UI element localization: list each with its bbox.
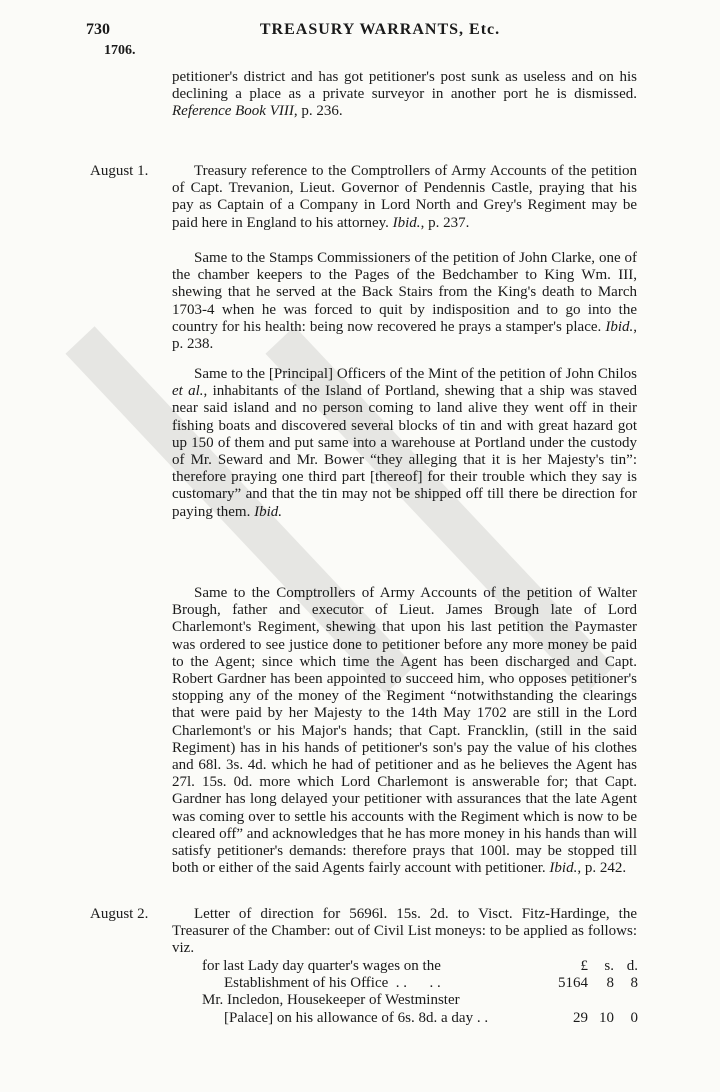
dot-leader: . . . . [388, 975, 441, 992]
account-item-line: for last Lady day quarter's wages on the [202, 958, 441, 974]
paragraph-reference: Ibid. [605, 318, 634, 335]
paragraph-italic: et al. [172, 383, 204, 400]
account-item-line-cont: Establishment of his Office . . . . [224, 975, 441, 992]
running-title: TREASURY WARRANTS, Etc. [259, 21, 501, 38]
margin-year: 1706. [104, 43, 136, 58]
account-item-row [172, 975, 642, 992]
shillings-column-header: s. [604, 958, 614, 974]
entry-paragraph-brough [172, 585, 637, 877]
amount-shillings: 8 [606, 975, 614, 992]
amount-pounds: 5164 [558, 975, 588, 992]
paragraph-text: Letter of direction for 5696l. 15s. 2d. to Visct. Fitz-Hardinge, the Treasurer of the Chamber: out of Civil List moneys: to be applied as follows: viz. [172, 906, 637, 957]
paragraph-text: Same to the Comptrollers of Army Accounts of the petition of Walter Brough, father and executor of Lieut. James Brough late of Lord Charlemont's Regiment, shewing that upon his last petition the Paymaster was ordered to see justice done to petitioner before any more money be paid to the Agent; since which time the Agent has been discharged and Capt. Robert Gardner has been appointed to succeed him, who opposes petitioner's stopping any of the money of the Regiment “notwithstanding the clearings that were paid by her Majesty to the 14th May 1702 are still in the Lord Charlemont's or his Major's hands; that Capt. Francklin, (still in the said Regiment) has in his hands of petitioner's son's pay the value of his clothes and 68l. 3s. 4d. which he had of petitioner and as he believes the Agent has 27l. 15s. 0d. more which Lord Charlemont is answerable for; that Capt. Gardner has long delayed your petitioner with assurances that the late Agent was coming over to settle his accounts with the Regiment which is now to be cleared off” and acknowledges that he has more money in his hands than will satisfy petitioner's demands: therefore prays that 100l. may be stopped till both or either of the said Agents fairly account with petitioner. [172, 585, 637, 877]
paragraph-reference: Ibid. [392, 214, 421, 231]
page-number: 730 [86, 21, 110, 38]
entry-paragraph-clarke [172, 250, 637, 353]
continuation-reference: Reference Book VIII [172, 103, 294, 120]
entry-date-august-2: August 2. [90, 906, 149, 922]
accounts-table [172, 958, 642, 1027]
paragraph-reference-page: , p. 237. [420, 214, 470, 231]
account-item-row [172, 1010, 642, 1027]
paragraph-text: Treasury reference to the Comptrollers of Army Accounts of the petition of Capt. Trevanion, Lieut. Governor of Pendennis Castle, praying that his pay as Captain of a Company in Lord North and Grey's Regiment may be paid here in England to his attorney. [172, 163, 637, 231]
paragraph-reference-page: , p. 238. [172, 318, 637, 353]
entry-paragraph-chilos [172, 366, 637, 521]
account-item-line: Mr. Incledon, Housekeeper of Westminster [202, 992, 460, 1009]
amount-shillings: 10 [599, 1009, 614, 1026]
entry-paragraph-trevanion [172, 163, 637, 232]
paragraph-text-cont: , inhabitants of the Island of Portland, shewing that a ship was staved near said island and no person coming to land alive they went off in their fishing boats and discovered several blocks of tin and with great hazard got up 150 of them and put same into a warehouse at Portland under the custody of Mr. Seward and Mr. Bower “they alleging that it is her Majesty's tin”: therefore praying one third part [thereof] for their trouble which they say is customary” and that the tin may not be shipped off till there be direction for paying them. [172, 383, 637, 520]
paragraph-text: Same to the [Principal] Officers of the Mint of the petition of John Chilos [194, 366, 637, 382]
paragraph-reference-page: , p. 242. [577, 860, 627, 877]
entry-date-august-1: August 1. [90, 163, 149, 179]
amount-pence: 8 [630, 975, 638, 992]
pence-column-header: d. [626, 958, 638, 974]
paragraph-reference: Ibid. [549, 860, 578, 877]
continuation-text: petitioner's district and has got petitioner's post sunk as useless and on his declining a place as a private surveyor in another port he is dismissed. [172, 69, 637, 103]
entry-paragraph-fitz-hardinge [172, 906, 637, 958]
amount-pence: 0 [630, 1009, 638, 1026]
amount-pounds: 29 [573, 1009, 588, 1026]
pounds-column-header: £ [580, 958, 588, 974]
dot-leader: . . [473, 1009, 489, 1026]
account-item-row [172, 992, 642, 1009]
account-item-line-cont: [Palace] on his allowance of 6s. 8d. a day . . [224, 1009, 489, 1026]
paragraph-text: Same to the Stamps Commissioners of the petition of John Clarke, one of the chamber keepers to the Pages of the Bedchamber to King Wm. III, shewing that he served at the Back Stairs from the King's death to March 1703-4 when he was forced to quit by indisposition and to go into the country for his health: being now recovered he prays a stamper's place. [172, 250, 637, 335]
continuation-reference-page: , p. 236. [293, 103, 343, 120]
paragraph-reference: Ibid. [254, 503, 282, 520]
accounts-header-row [172, 958, 642, 975]
continuation-paragraph [172, 69, 637, 121]
